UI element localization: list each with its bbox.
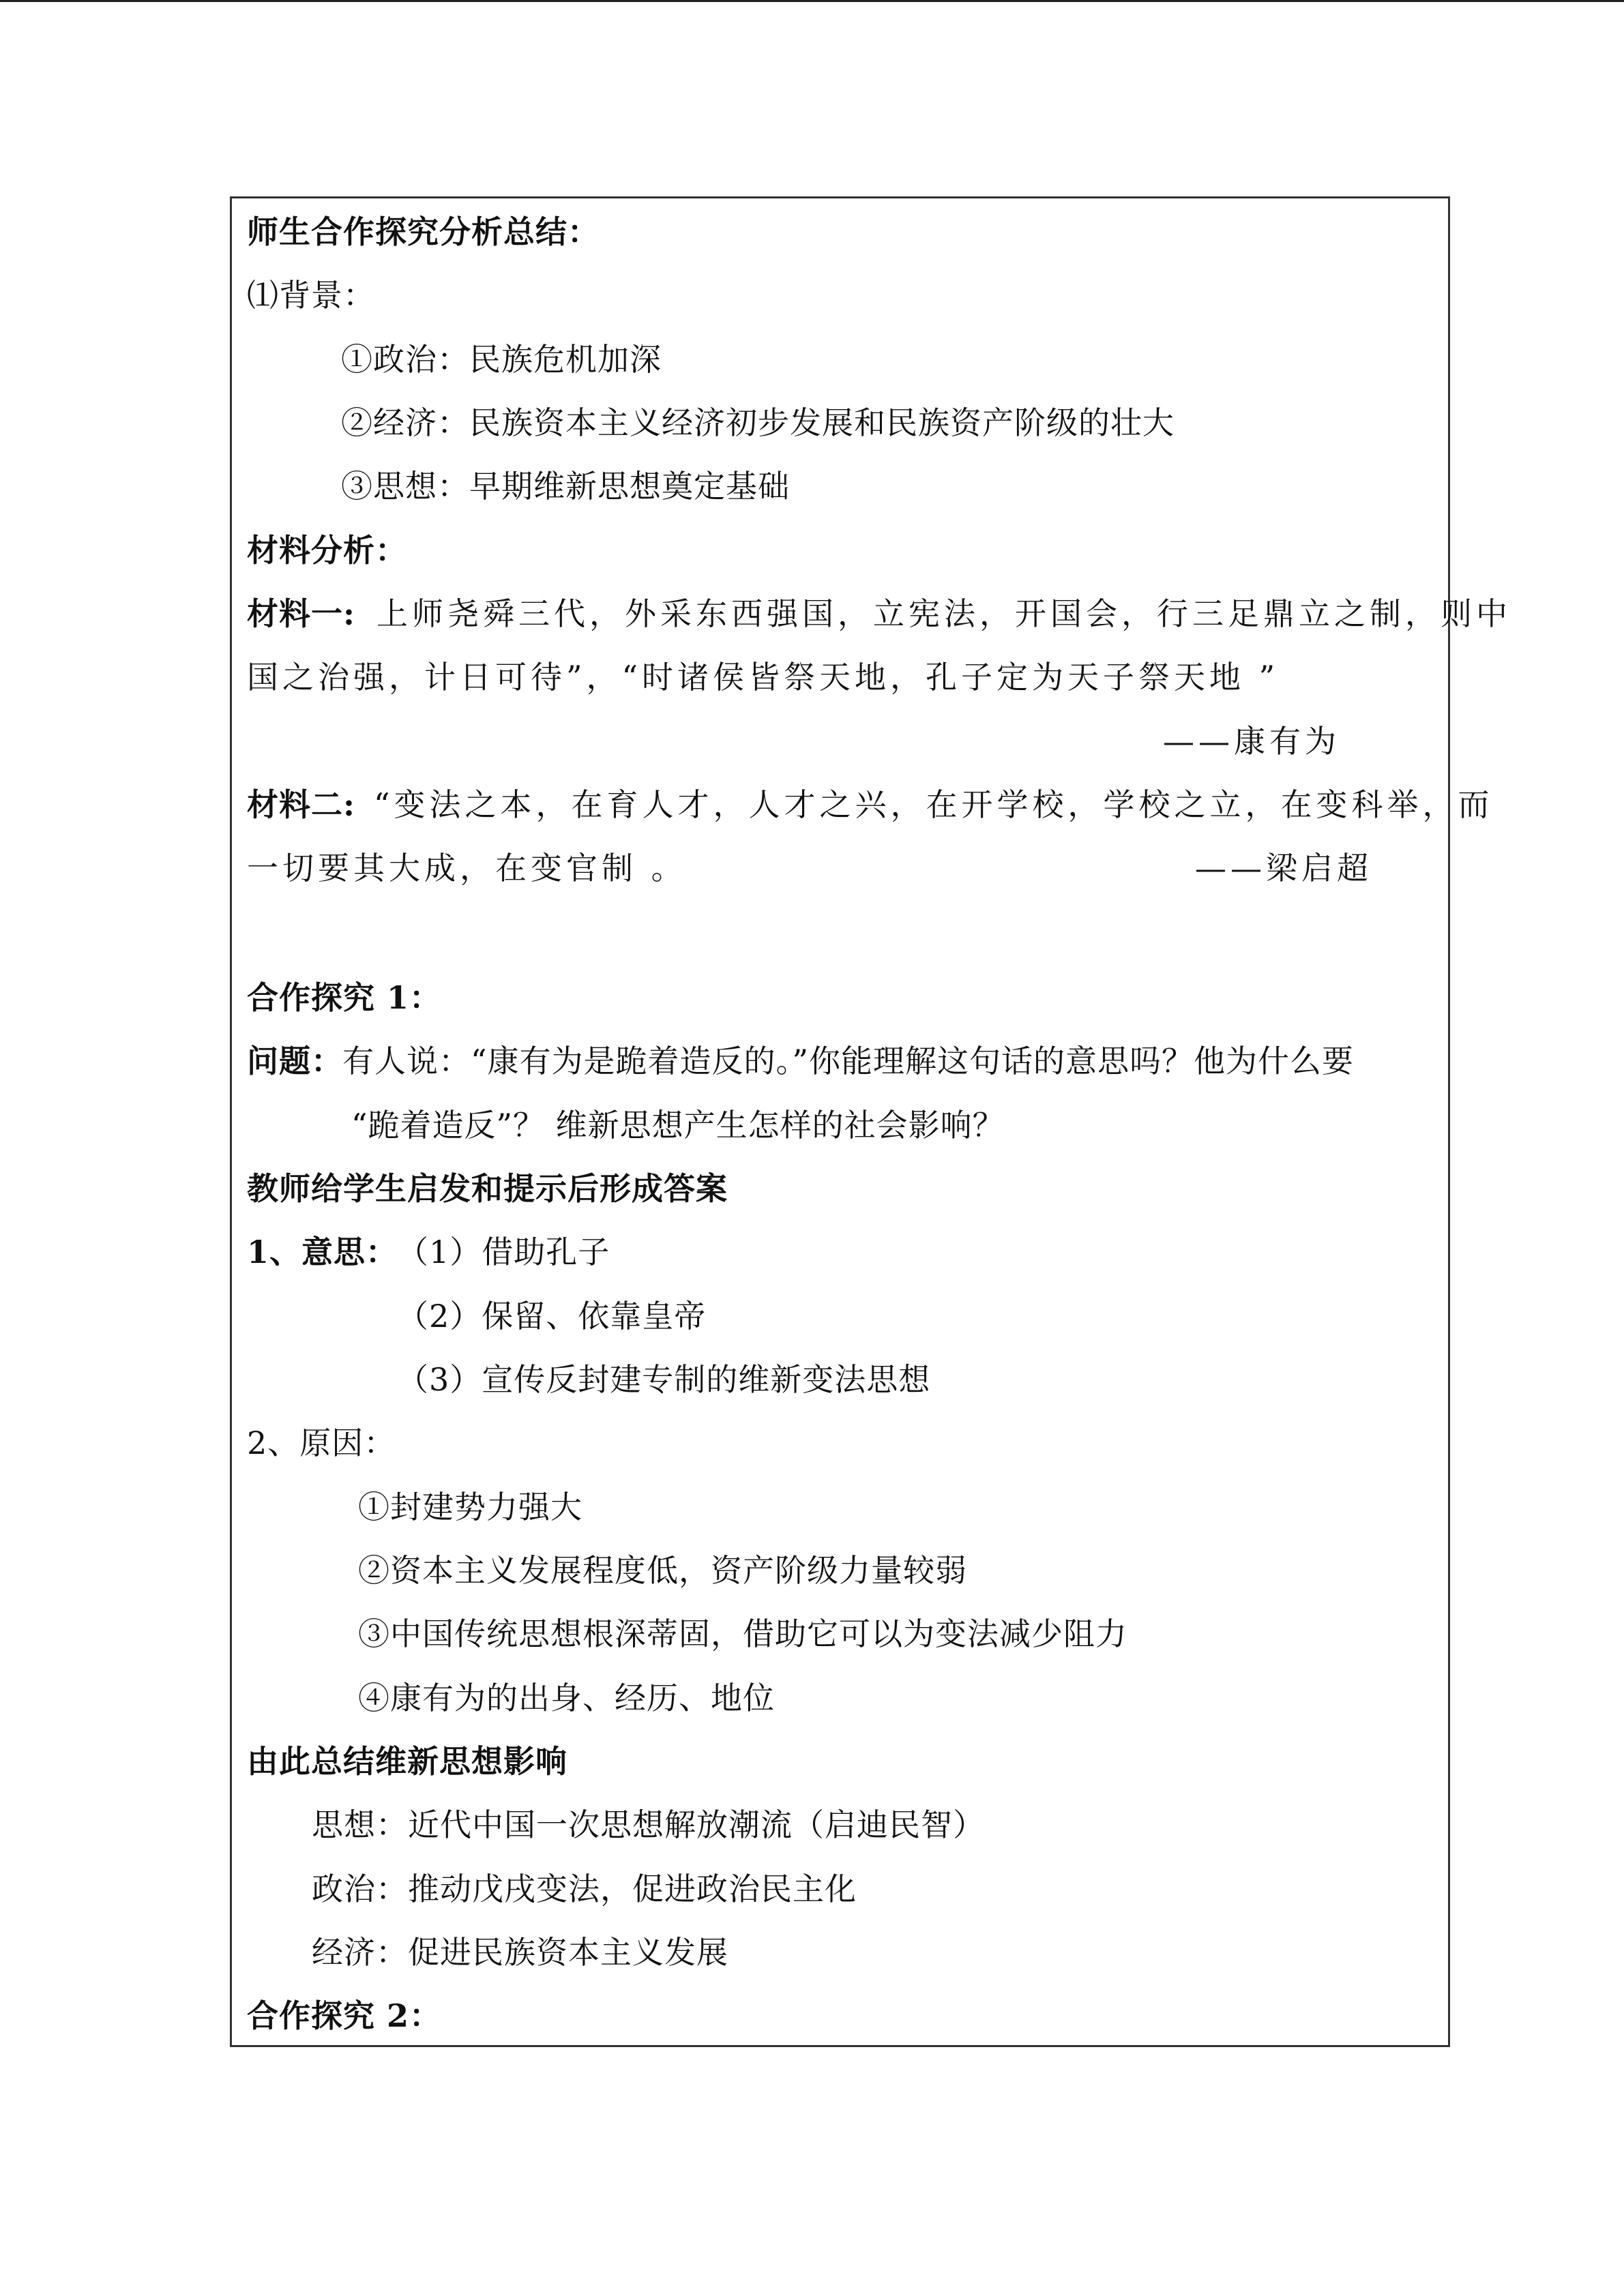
material2-source: ——梁启超 (1195, 850, 1372, 886)
meaning-item-3: （3）宣传反封建专制的维新变法思想 (397, 1361, 931, 1398)
material1-line2: 国之治强，计日可待”，“时诸侯皆祭天地，孔子定为天子祭天地 ” (247, 659, 1280, 696)
reason-label: 2、原因： (247, 1425, 396, 1461)
analysis-heading: 材料分析： (247, 532, 407, 569)
meaning-item-2: （2）保留、依靠皇帝 (397, 1298, 707, 1335)
reason-item-4: ④康有为的出身、经历、地位 (358, 1680, 775, 1716)
background-item-economy: ②经济：民族资本主义经济初步发展和民族资产阶级的壮大 (341, 404, 1175, 441)
question-label: 问题： (247, 1043, 343, 1079)
meaning-label: 1、意思： (247, 1234, 398, 1270)
material1-label: 材料一: (247, 595, 355, 632)
material1-line1: 上师尧舜三代，外采东西强国，立宪法，开国会，行三足鼎立之制，则中 (377, 595, 1511, 632)
reason-item-1: ①封建势力强大 (358, 1489, 582, 1525)
influence-item-economy: 经济：促进民族资本主义发展 (312, 1934, 728, 1971)
reason-item-3: ③中国传统思想根深蒂固，借助它可以为变法减少阻力 (358, 1615, 1127, 1652)
coop2-heading: 合作探究 2： (247, 1997, 442, 2034)
background-item-politics: ①政治：民族危机加深 (341, 341, 662, 378)
background-label: ⑴背景： (247, 277, 375, 314)
material2-label: 材料二: (247, 786, 355, 823)
teacher-note: 教师给学生启发和提示后形成答案 (247, 1170, 728, 1207)
influence-item-politics: 政治：推动戊戌变法，促进政治民主化 (312, 1870, 857, 1907)
influence-heading: 由此总结维新思想影响 (247, 1743, 567, 1780)
material1-source: ——康有为 (1163, 723, 1340, 760)
question-line1: 有人说：“康有为是跪着造反的。”你能理解这句话的意思吗？他为什么要 (342, 1043, 1355, 1079)
summary-heading: 师生合作探究分析总结： (247, 213, 600, 250)
meaning-item-1: （1）借助孔子 (397, 1234, 610, 1270)
coop1-heading: 合作探究 1： (247, 979, 442, 1016)
influence-item-thought: 思想：近代中国一次思想解放潮流（启迪民智） (312, 1806, 985, 1843)
material2-line1: “变法之本，在育人才，人才之兴，在开学校，学校之立，在变科举，而 (374, 786, 1494, 823)
background-item-thought: ③思想：早期维新思想奠定基础 (341, 468, 790, 505)
top-rule (0, 0, 1624, 2)
reason-item-2: ②资本主义发展程度低，资产阶级力量较弱 (358, 1552, 967, 1589)
question-line2: “跪着造反”？ 维新思想产生怎样的社会影响？ (351, 1107, 1005, 1144)
material2-line2: 一切要其大成，在变官制 。 (247, 850, 687, 886)
